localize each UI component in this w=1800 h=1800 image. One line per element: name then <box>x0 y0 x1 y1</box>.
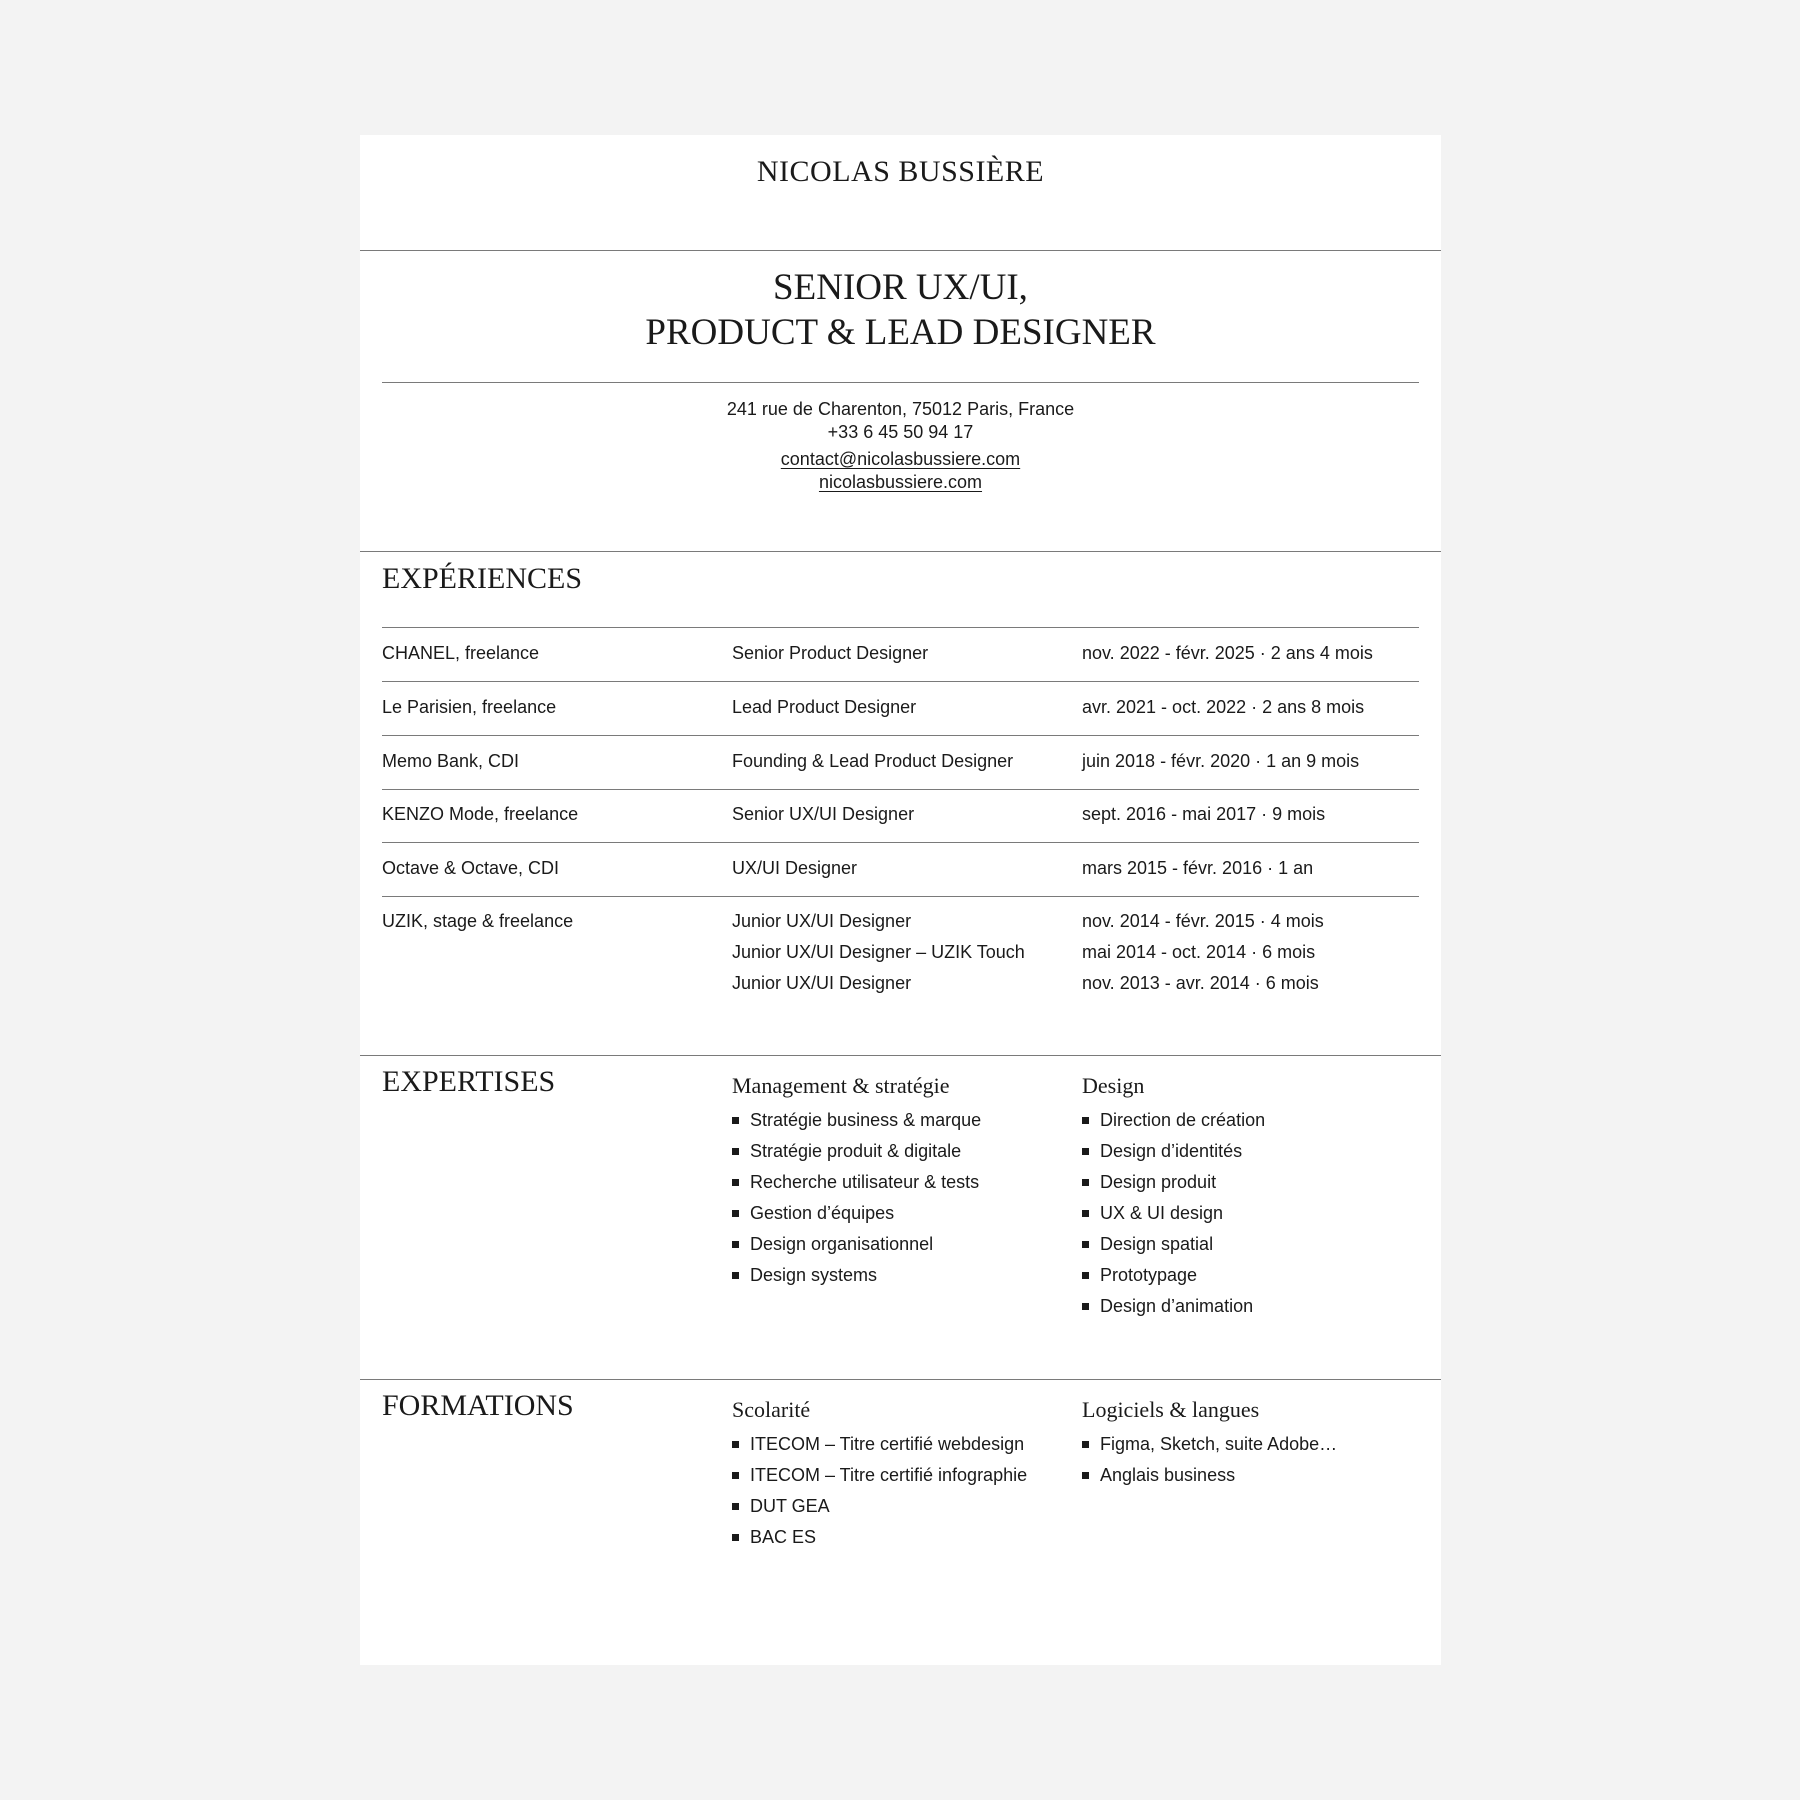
list-item: Anglais business <box>1082 1460 1337 1491</box>
period <box>1082 906 1324 999</box>
resume-page <box>360 135 1441 1665</box>
logiciels-heading: Logiciels & langues <box>1082 1397 1260 1422</box>
period <box>1082 746 1359 777</box>
company <box>382 853 559 884</box>
list-item: Stratégie produit & digitale <box>732 1136 981 1167</box>
company-line: Memo Bank, CDI <box>382 751 520 771</box>
list-item: Figma, Sketch, suite Adobe… <box>1082 1429 1337 1460</box>
company-line: Octave & Octave, CDI <box>382 858 560 878</box>
period <box>1082 692 1364 723</box>
role <box>732 638 928 669</box>
job-title-line-1: SENIOR UX/UI, <box>773 267 1028 308</box>
role <box>732 692 916 723</box>
list-item: BAC ES <box>732 1522 1027 1553</box>
list-item: UX & UI design <box>1082 1198 1265 1229</box>
company-line: Le Parisien, freelance <box>382 697 557 717</box>
design-list <box>1082 1105 1265 1322</box>
role <box>732 853 857 884</box>
company <box>382 906 573 937</box>
company-line: KENZO Mode, freelance <box>382 804 579 824</box>
address: 241 rue de Charenton, 75012 Paris, France <box>726 399 1075 419</box>
expertises-title: EXPERTISES <box>382 1065 556 1098</box>
list-item: Design d’animation <box>1082 1291 1265 1322</box>
list-item: Design d’identités <box>1082 1136 1265 1167</box>
row-divider <box>382 681 1419 682</box>
divider <box>360 1055 1441 1056</box>
job-title-line-2: PRODUCT & LEAD DESIGNER <box>645 312 1156 353</box>
phone: +33 6 45 50 94 17 <box>827 422 974 442</box>
job-title <box>360 265 1441 355</box>
role-line: Founding & Lead Product Designer <box>732 751 1014 771</box>
role-line: Junior UX/UI Designer <box>732 911 912 931</box>
logiciels-list <box>1082 1429 1337 1491</box>
role <box>732 906 1025 999</box>
list-item: Design produit <box>1082 1167 1265 1198</box>
period-line: nov. 2022 - févr. 2025 · 2 ans 4 mois <box>1082 643 1373 663</box>
period <box>1082 638 1373 669</box>
role-line: UX/UI Designer <box>732 858 858 878</box>
role <box>732 799 914 830</box>
list-item: DUT GEA <box>732 1491 1027 1522</box>
row-divider <box>382 896 1419 897</box>
management-heading: Management & stratégie <box>732 1073 950 1098</box>
list-item: Recherche utilisateur & tests <box>732 1167 981 1198</box>
period <box>1082 853 1313 884</box>
role <box>732 746 1013 777</box>
role-line: Senior Product Designer <box>732 643 929 663</box>
period-line: mars 2015 - févr. 2016 · 1 an <box>1082 858 1314 878</box>
management-list <box>732 1105 981 1291</box>
role-line: Senior UX/UI Designer <box>732 804 915 824</box>
website-link[interactable]: nicolasbussiere.com <box>818 472 983 492</box>
role-line: Junior UX/UI Designer <box>732 973 912 993</box>
period-line: nov. 2013 - avr. 2014 · 6 mois <box>1082 973 1319 993</box>
period-line: mai 2014 - oct. 2014 · 6 mois <box>1082 942 1316 962</box>
row-divider <box>382 789 1419 790</box>
divider <box>382 382 1419 383</box>
divider <box>382 627 1419 628</box>
scolarite-list <box>732 1429 1027 1553</box>
list-item: Direction de création <box>1082 1105 1265 1136</box>
company <box>382 692 556 723</box>
period-line: avr. 2021 - oct. 2022 · 2 ans 8 mois <box>1082 697 1365 717</box>
period-line: nov. 2014 - févr. 2015 · 4 mois <box>1082 911 1324 931</box>
list-item: Design spatial <box>1082 1229 1265 1260</box>
scolarite-heading: Scolarité <box>732 1397 811 1422</box>
list-item: Design organisationnel <box>732 1229 981 1260</box>
person-name: NICOLAS BUSSIÈRE <box>756 155 1045 188</box>
period-line: juin 2018 - févr. 2020 · 1 an 9 mois <box>1082 751 1360 771</box>
divider <box>360 1379 1441 1380</box>
period-line: sept. 2016 - mai 2017 · 9 mois <box>1082 804 1326 824</box>
company-line: UZIK, stage & freelance <box>382 911 574 931</box>
period <box>1082 799 1325 830</box>
role-line: Lead Product Designer <box>732 697 917 717</box>
company <box>382 638 539 669</box>
company <box>382 799 578 830</box>
list-item: Prototypage <box>1082 1260 1265 1291</box>
contact-block <box>360 398 1441 494</box>
divider <box>360 250 1441 251</box>
company <box>382 746 519 777</box>
experiences-title: EXPÉRIENCES <box>382 562 583 595</box>
design-heading: Design <box>1082 1073 1145 1098</box>
list-item: ITECOM – Titre certifié webdesign <box>732 1429 1027 1460</box>
list-item: ITECOM – Titre certifié infographie <box>732 1460 1027 1491</box>
list-item: Design systems <box>732 1260 981 1291</box>
email-link[interactable]: contact@nicolasbussiere.com <box>780 449 1021 469</box>
row-divider <box>382 842 1419 843</box>
list-item: Stratégie business & marque <box>732 1105 981 1136</box>
company-line: CHANEL, freelance <box>382 643 540 663</box>
formations-title: FORMATIONS <box>382 1389 574 1422</box>
list-item: Gestion d’équipes <box>732 1198 981 1229</box>
divider <box>360 551 1441 552</box>
row-divider <box>382 735 1419 736</box>
role-line: Junior UX/UI Designer – UZIK Touch <box>732 942 1025 962</box>
